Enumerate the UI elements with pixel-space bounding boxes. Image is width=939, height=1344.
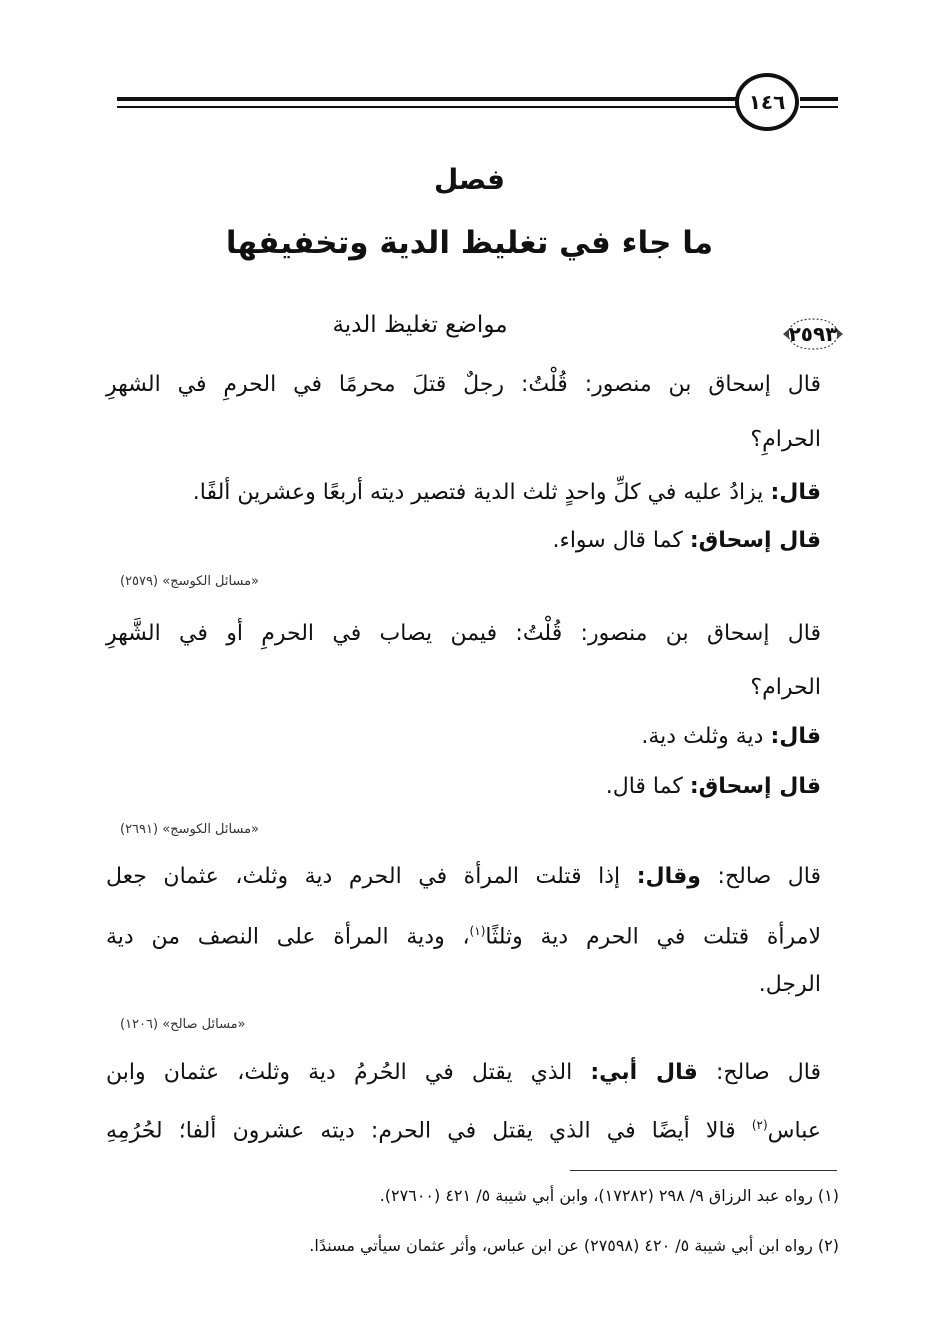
footnote-separator <box>570 1170 837 1171</box>
text-line: قال إسحاق بن منصور: قُلْتُ: رجلٌ قتلَ محرمًا في الحرمِ في الشهرِ <box>106 372 821 397</box>
header-rule-right-thick <box>800 97 838 101</box>
speaker-label: قال إسحاق: <box>689 528 821 553</box>
text-line <box>606 772 821 802</box>
text-span: دية وثلث دية. <box>641 724 771 749</box>
text-line <box>106 1110 821 1146</box>
text-span: لامرأة قتلت في الحرم دية وثلثًا <box>485 924 821 950</box>
speaker-label: قال إسحاق: <box>689 774 821 799</box>
footnote: (٢) رواه ابن أبي شيبة ٥/ ٤٢٠ (٢٧٥٩٨) عن ابن عباس، وأثر عثمان سيأتي مسندًا. <box>309 1236 839 1255</box>
text-span: قال صالح: <box>697 1060 821 1085</box>
text-line <box>106 916 821 952</box>
footnote-marker[interactable]: (٢) <box>751 1118 768 1132</box>
text-line <box>106 862 821 892</box>
text-span: قال صالح: <box>700 864 822 889</box>
footnote: (١) رواه عبد الرزاق ٩/ ٢٩٨ (١٧٢٨٢)، وابن أبي شيبة ٥/ ٤٢١ (٢٧٦٠٠). <box>379 1186 839 1205</box>
text-span: كما قال سواء. <box>552 528 690 553</box>
text-span: يزادُ عليه في كلِّ واحدٍ ثلث الدية فتصير ديته أربعًا وعشرين ألفًا. <box>192 480 771 505</box>
text-line: الحرامِ؟ <box>750 427 821 452</box>
page-number: ١٤٦ <box>748 90 786 114</box>
speaker-label: وقال: <box>636 864 701 889</box>
text-line: الحرام؟ <box>750 675 821 700</box>
section-title: فصل <box>434 163 505 196</box>
speaker-label: قال: <box>770 480 821 505</box>
text-span: إذا قتلت المرأة في الحرم دية وثلث، عثمان جعل <box>106 864 637 889</box>
speaker-label: قال أبي: <box>590 1060 698 1085</box>
text-line: الرجل. <box>758 972 821 997</box>
text-span: قالا أيضًا في الذي يقتل في الحرم: ديته عشرون ألفا؛ لحُرُمِهِ <box>106 1118 752 1144</box>
source-citation: «مسائل صالح» (١٢٠٦) <box>120 1017 246 1032</box>
text-line <box>641 722 821 752</box>
page-number-badge <box>735 73 799 131</box>
text-span: كما قال. <box>605 774 690 799</box>
entry-number: ٢٥٩٣ <box>788 322 838 346</box>
entry-number-badge <box>781 315 845 353</box>
footnote-marker[interactable]: (١) <box>469 924 486 938</box>
source-citation: «مسائل الكوسج» (٢٥٧٩) <box>120 574 259 589</box>
header-rule-thick <box>117 97 737 101</box>
source-citation: «مسائل الكوسج» (٢٦٩١) <box>120 822 259 837</box>
entry-heading: مواضع تغليظ الدية <box>332 312 508 338</box>
text-line <box>106 1058 821 1088</box>
header-rule-right-thin <box>800 106 838 108</box>
section-subtitle: ما جاء في تغليظ الدية وتخفيفها <box>225 225 714 261</box>
header-rule-thin <box>117 106 737 108</box>
text-span: الذي يقتل في الحُرمُ دية وثلث، عثمان وابن <box>106 1060 591 1085</box>
text-line <box>552 526 821 556</box>
text-line <box>193 478 821 508</box>
speaker-label: قال: <box>770 724 821 749</box>
text-line: قال إسحاق بن منصور: قُلْتُ: فيمن يصاب في الحرمِ أو في الشَّهرِ <box>106 621 821 646</box>
text-span: ، ودية المرأة على النصف من دية <box>106 924 470 950</box>
text-span: عباس <box>767 1118 821 1144</box>
